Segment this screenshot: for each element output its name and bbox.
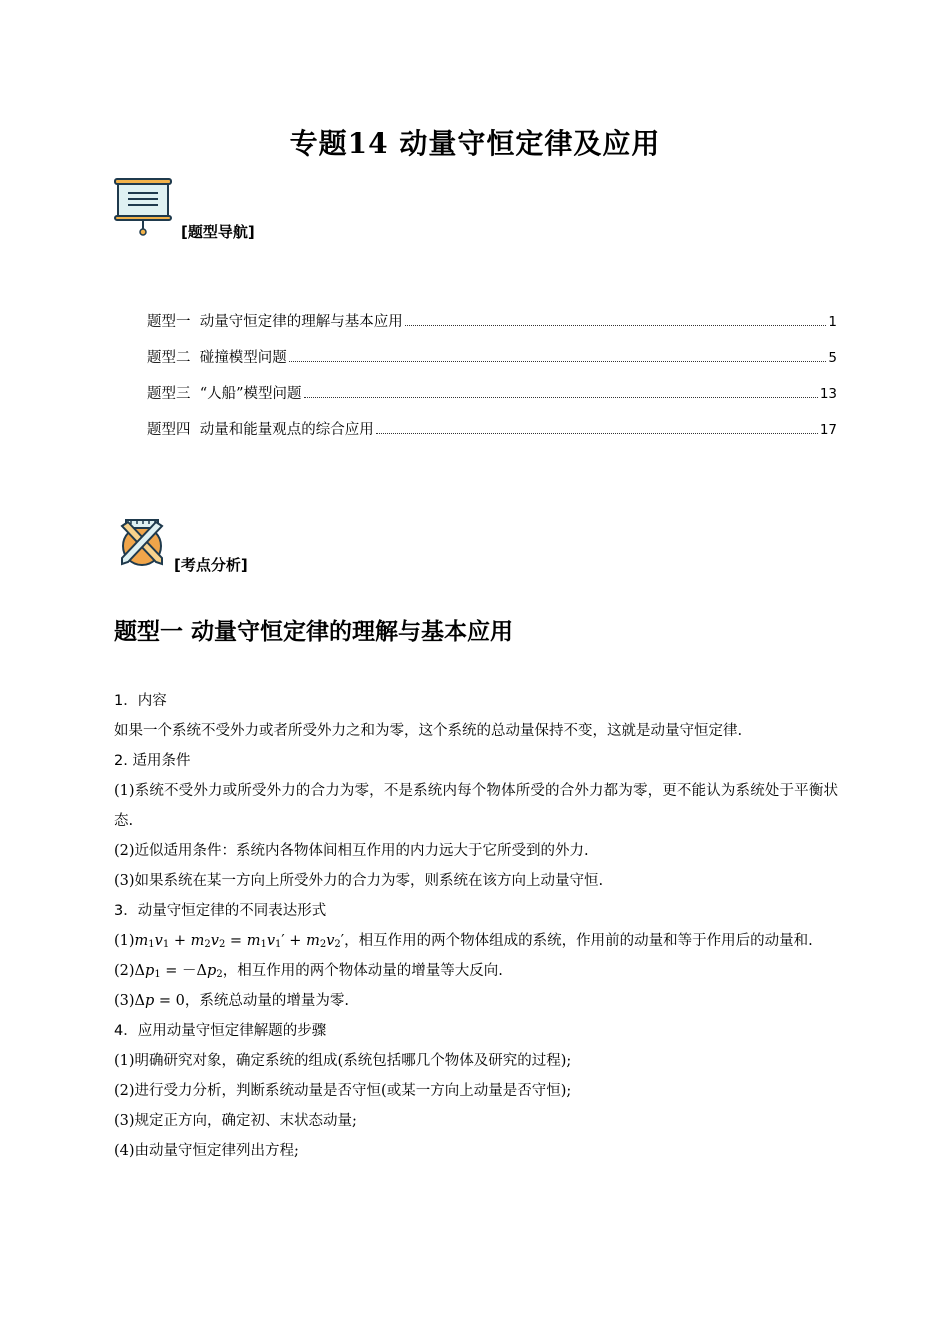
formula-1-text: ，相互作用的两个物体组成的系统，作用前的动量和等于作用后的动量和. [344,933,813,949]
table-of-contents [147,310,837,454]
subheading-forms: 3．动量守恒定律的不同表达形式 [114,903,327,919]
formula-3-text: ，系统总动量的增量为零. [184,993,350,1009]
toc-entry-page: 13 [819,386,837,402]
toc-entry[interactable] [147,418,837,454]
paragraph: (1)明确研究对象，确定系统的组成(系统包括哪几个物体及研究的过程); [114,1053,572,1069]
toc-leader-dots [289,361,827,362]
toc-entry-label: 题型四 动量和能量观点的综合应用 [147,422,374,438]
presentation-board-icon [112,176,174,236]
toc-leader-dots [405,325,827,326]
nav-label: [题型导航] [181,223,255,241]
section-heading: 题型一 动量守恒定律的理解与基本应用 [114,619,514,645]
toc-entry[interactable] [147,346,837,382]
paragraph-formula-1: $(1)m_1v_1 + m_2v_2 = m_1v_1' + m_2v_2'$，相互作用的两个物体组成的系统，作用前的动量和等于作用后的动量和. [114,933,813,950]
paragraph-formula-3: (3)Δp = 0，系统总动量的增量为零. [114,993,350,1009]
toc-entry[interactable] [147,310,837,346]
toc-entry-label: 题型三 “人船”模型问题 [147,386,302,402]
toc-entry-page: 5 [828,350,837,366]
toc-entry[interactable] [147,382,837,418]
page-title: 专题14 动量守恒定律及应用 [289,127,661,160]
subheading-conditions: 2. 适用条件 [114,753,191,769]
pencil-ruler-icon [116,516,168,568]
toc-leader-dots [304,397,818,398]
subheading-content: 1．内容 [114,693,167,709]
section-body [114,686,838,1166]
paragraph: (2)进行受力分析，判断系统动量是否守恒(或某一方向上动量是否守恒); [114,1083,572,1099]
toc-entry-page: 17 [819,422,837,438]
paragraph: (1)系统不受外力或所受外力的合力为零，不是系统内每个物体所受的合外力都为零，更不能认为系统处于平衡状态. [114,783,838,829]
paragraph: (2)近似适用条件：系统内各物体间相互作用的内力远大于它所受到的外力. [114,843,589,859]
toc-entry-label: 题型二 碰撞模型问题 [147,350,287,366]
toc-leader-dots [376,433,818,434]
formula-2-text: ，相互作用的两个物体动量的增量等大反向. [222,963,503,979]
toc-entry-page: 1 [828,314,837,330]
paragraph: (3)如果系统在某一方向上所受外力的合力为零，则系统在该方向上动量守恒. [114,873,604,889]
paragraph: (3)规定正方向，确定初、末状态动量; [114,1113,357,1129]
paragraph: 如果一个系统不受外力或者所受外力之和为零，这个系统的总动量保持不变，这就是动量守恒定律. [114,723,743,739]
analysis-label: [考点分析] [174,556,248,574]
paragraph-formula-2: $(2)\Delta p_1 = -\Delta p_2$，相互作用的两个物体动量的增量等大反向. [114,963,503,980]
toc-entry-label: 题型一 动量守恒定律的理解与基本应用 [147,314,403,330]
paragraph: (4)由动量守恒定律列出方程; [114,1143,299,1159]
subheading-steps: 4．应用动量守恒定律解题的步骤 [114,1023,327,1039]
